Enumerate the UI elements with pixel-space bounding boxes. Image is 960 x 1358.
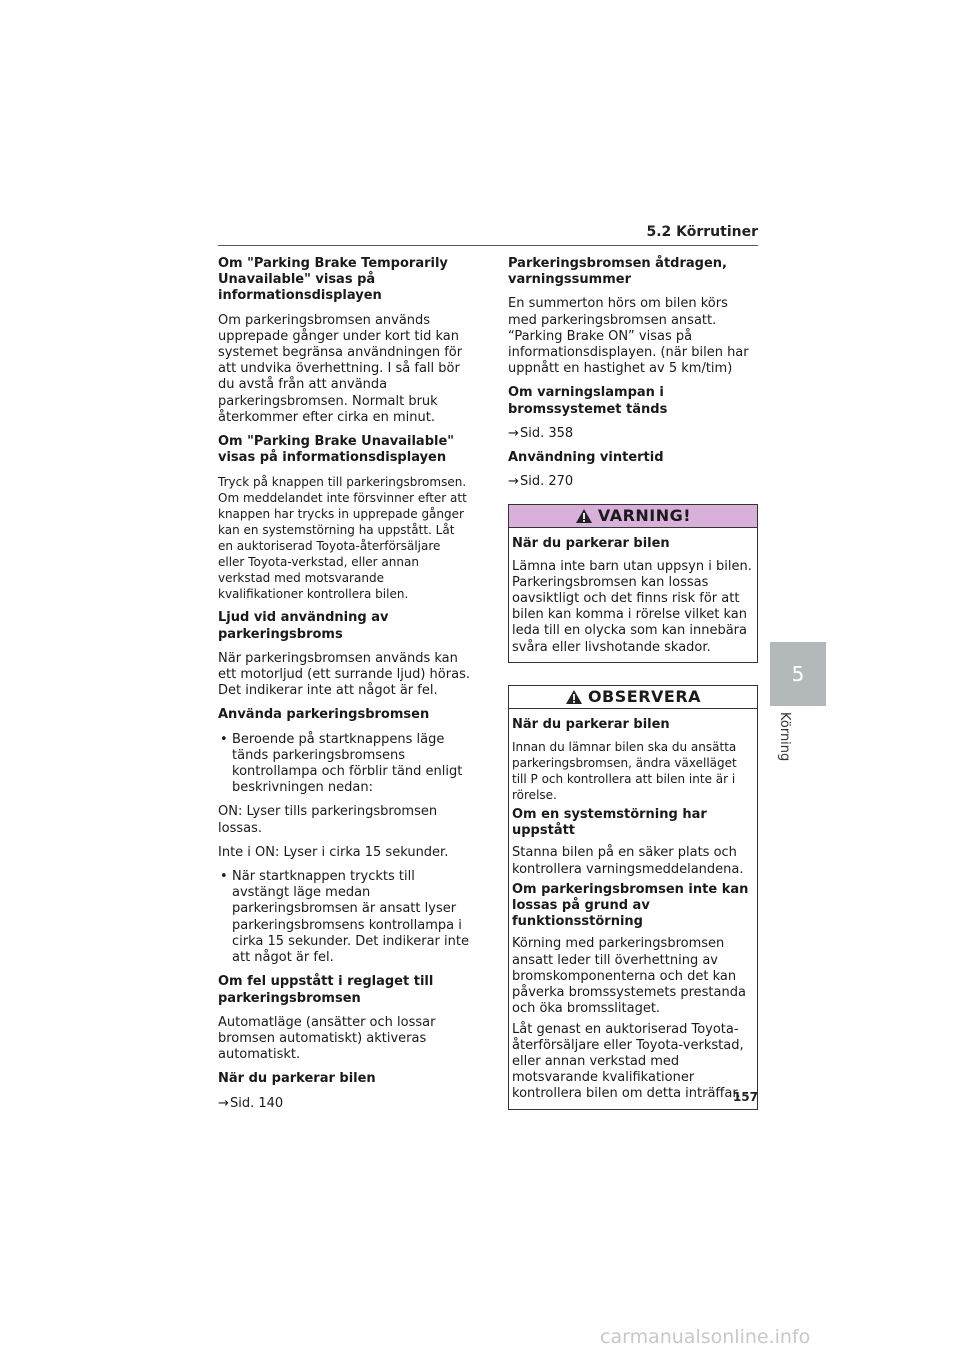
paragraph: Lämna inte barn utan uppsyn i bilen. Parkeringsbromsen kan lossas oavsiktligt och det finns risk för att bilen kan komma i rörelse vilket kan leda till en olycka som kan innebära svåra eller livshotande skador. xyxy=(512,558,752,655)
reference-text: Sid. 358 xyxy=(520,425,574,441)
paragraph: Tryck på knappen till parkeringsbromsen. Om meddelandet inte försvinner efter att knappen har trycks in upprepade gånger kan en systemstörning ha uppstått. Låt en auktoriserad Toyota-återförsäljare eller Toyota-verkstad, eller annan verkstad med motsvarande kvalifikationer kontrollera bilen. xyxy=(218,475,467,602)
bullet-icon: • xyxy=(220,869,228,885)
warning-box-label: VARNING! xyxy=(597,506,692,526)
subheading: Om "Parking Brake Temporarily Unavailable" visas på informationsdisplayen xyxy=(218,256,448,304)
page-number: 157 xyxy=(732,1090,758,1104)
paragraph: Körning med parkeringsbromsen ansatt leder till överhettning av bromskomponenterna och det kan påverka bromssystemets prestanda och öka bromsslitaget. xyxy=(512,936,746,1017)
arrow-right-icon: → xyxy=(218,1095,229,1111)
subheading: Om "Parking Brake Unavailable" visas på informationsdisplayen xyxy=(218,434,455,466)
subheading: När du parkerar bilen xyxy=(512,536,670,552)
bullet-icon: • xyxy=(220,731,228,747)
header-divider xyxy=(218,245,758,246)
chapter-tab[interactable] xyxy=(770,642,826,706)
subheading: Parkeringsbromsen åtdragen, varningssummer xyxy=(508,256,727,288)
paragraph: Inte i ON: Lyser i cirka 15 sekunder. xyxy=(218,844,449,860)
reference-text: Sid. 270 xyxy=(520,474,574,490)
paragraph: Innan du lämnar bilen ska du ansätta parkeringsbromsen, ändra växelläget till P och kontrollera att bilen inte är i rörelse. xyxy=(512,740,737,803)
subheading: Använda parkeringsbromsen xyxy=(218,707,430,723)
page-reference-link[interactable] xyxy=(508,426,758,442)
paragraph: Automatläge (ansätter och lossar bromsen automatiskt) aktiveras automatiskt. xyxy=(218,1014,436,1063)
subheading: Ljud vid användning av parkeringsbroms xyxy=(218,610,389,642)
subheading: Användning vintertid xyxy=(508,450,664,466)
bullet-text: När startknappen tryckts till avstängt läge medan parkeringsbromsen är ansatt lyser parkeringsbromsens kontrollampa i cirka 15 sekunder. Det indikerar inte att något är fel. xyxy=(232,869,469,966)
paragraph: En summerton hörs om bilen körs med parkeringsbromsen ansatt. “Parking Brake ON” visas på informationsdisplayen. (när bilen har uppnått en hastighet av 5 km/tim) xyxy=(508,296,749,377)
right-column xyxy=(508,256,758,1132)
bullet-text: Beroende på startknappens läge tänds parkeringsbromsens kontrollampa och förblir tänd enligt beskrivningen nedan: xyxy=(232,731,463,796)
paragraph: Stanna bilen på en säker plats och kontrollera varningsmeddelandena. xyxy=(512,845,744,877)
left-column xyxy=(218,256,470,1120)
subheading: När du parkerar bilen xyxy=(512,716,670,732)
paragraph: När parkeringsbromsen används kan ett motorljud (ett surrande ljud) höras. Det indikerar inte att något är fel. xyxy=(218,650,470,699)
subheading: Om en systemstörning har uppstått xyxy=(512,807,707,839)
page-reference-link[interactable] xyxy=(508,474,758,490)
arrow-right-icon: → xyxy=(508,425,519,441)
watermark: carmanualsonline.info xyxy=(600,1326,811,1348)
right-column-text xyxy=(508,256,758,490)
page-reference-link[interactable] xyxy=(218,1096,470,1112)
section-title: 5.2 Körrutiner xyxy=(646,224,758,240)
bullet-item xyxy=(218,732,470,797)
subheading: När du parkerar bilen xyxy=(218,1071,376,1087)
reference-text: Sid. 140 xyxy=(230,1095,284,1111)
notice-box-header xyxy=(509,686,757,709)
bullet-item xyxy=(218,869,470,966)
warning-box xyxy=(508,504,758,662)
subheading: Om fel uppstått i reglaget till parkeringsbromsen xyxy=(218,974,434,1006)
warning-box-header xyxy=(509,505,757,528)
subheading: Om parkeringsbromsen inte kan lossas på grund av funktionsstörning xyxy=(512,881,749,930)
subheading: Om varningslampan i bromssystemet tänds xyxy=(508,385,668,417)
chapter-number: 5 xyxy=(791,662,805,686)
warning-triangle-icon xyxy=(565,689,583,705)
arrow-right-icon: → xyxy=(508,474,519,490)
notice-box-label: OBSERVERA xyxy=(587,686,702,706)
notice-box-body xyxy=(509,709,757,1109)
warning-triangle-icon xyxy=(575,508,593,524)
notice-box xyxy=(508,685,758,1110)
warning-box-body xyxy=(509,528,757,661)
paragraph: ON: Lyser tills parkeringsbromsen lossas. xyxy=(218,804,438,836)
paragraph: Låt genast en auktoriserad Toyota-återförsäljare eller Toyota-verkstad, eller annan verkstad med motsvarande kvalifikationer kontrollera bilen om detta inträffar. xyxy=(512,1021,744,1102)
paragraph: Om parkeringsbromsen används upprepade gånger under kort tid kan systemet begränsa användningen för att undvika överhettning. I så fall bör du avstå från att använda parkeringsbromsen. Normalt bruk återkommer efter cirka en minut. xyxy=(218,312,463,425)
chapter-label: Körning xyxy=(777,712,792,762)
